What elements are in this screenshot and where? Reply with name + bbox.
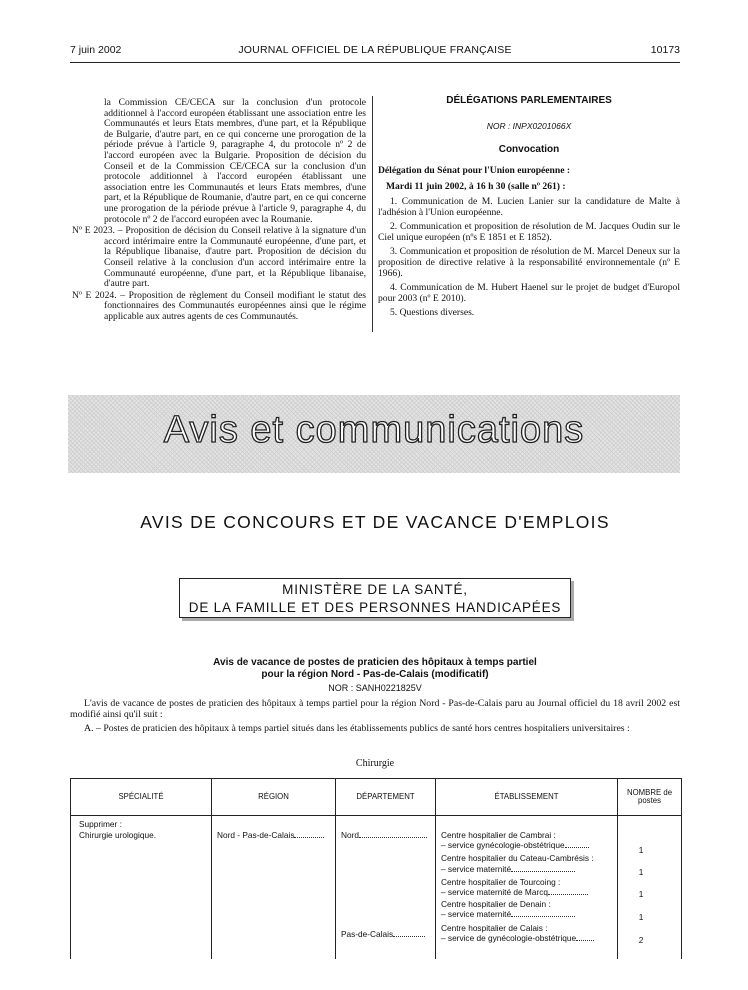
agenda-item: 5. Questions diverses.: [390, 307, 475, 319]
etablissement-name: Centre hospitalier de Tourcoing :: [441, 877, 561, 887]
entry-e2024: Nº E 2024. – Proposition de règlement du Conseil modifiant le statut des fonctionnaires des Communautés européennes ainsi que le régime applicable aux autres agents de ces Communautés.: [72, 289, 366, 322]
delegations-nor: NOR : INPX0201066X: [486, 120, 572, 131]
ministry-box: [179, 578, 571, 618]
header-rule: [70, 62, 680, 63]
notice-title: [70, 657, 680, 680]
etablissement-service: – service maternité: [441, 865, 575, 875]
header-etablissement: ÉTABLISSEMENT: [494, 791, 559, 801]
postes-count: 1: [638, 912, 644, 922]
meeting-date: Mardi 11 juin 2002, à 16 h 30 (salle nº 261) :: [386, 181, 566, 193]
header-departement: DÉPARTEMENT: [356, 791, 415, 801]
etablissement-service: – service maternité de Marcq: [441, 888, 588, 898]
notice-paragraph-1: L'avis de vacance de postes de praticien des hôpitaux à temps partiel pour la région Nord - Pas-de-Calais paru au Journal officiel du 18 avril 2002 est modifié ainsi qu'il suit :: [70, 698, 680, 720]
notice-paragraph-2: A. – Postes de praticien des hôpitaux à temps partiel situés dans les établissements publics de santé hors centres hospitaliers universitaires :: [84, 723, 630, 734]
header-region: RÉGION: [258, 791, 289, 801]
delegation-name: Délégation du Sénat pour l'Union européenne :: [378, 164, 571, 176]
postes-count: 2: [638, 935, 644, 945]
etablissement-name: Centre hospitalier de Denain :: [441, 899, 551, 909]
header-date: 7 juin 2002: [70, 44, 122, 56]
etablissement-service: – service de gynécologie-obstétrique: [441, 934, 594, 944]
convocation-heading: Convocation: [498, 144, 560, 156]
ministry-line-1: MINISTÈRE DE LA SANTÉ,: [282, 582, 468, 597]
postes-count: 1: [638, 889, 644, 899]
notice-nor: NOR : SANH0221825V: [328, 683, 422, 693]
banner-title: Avis et communications: [163, 409, 585, 451]
continuation-text: la Commission CE/CECA sur la conclusion d'un protocole additionnel à l'accord européen établissant une association entre les Communautés et leurs Etats membres, d'une part, et la République de Bulgarie, d'autre part, en ce qui concerne une prorogation de la période prévue à l'article 9, paragraphe 4, du protocole nº 2 de l'accord européen avec la Bulgarie. Proposition de décision du Conseil et de la Commission CE/CECA sur la conclusion d'un protocole additionnel à l'accord européen établissant une association entre les Communautés et leurs Etats membres, d'une part, et la République de Roumanie, d'autre part, en ce qui concerne une prorogation de la période prévue à l'article 9, paragraphe 4, du protocole nº 2 de l'accord européen avec la Roumanie.: [104, 97, 366, 225]
cell-specialite-line-1: Supprimer :: [79, 819, 122, 829]
etablissement-service: – service maternité: [441, 910, 575, 920]
departement-text: Nord: [341, 830, 359, 840]
entry-e2023: Nº E 2023. – Proposition de décision du Conseil relative à la signature d'un accord intérimaire entre la Communauté européenne, d'une part, et la République libanaise, d'autre part. Proposition de décision du Conseil relative à la conclusion d'un accord intérimaire entre la Communauté européenne, d'une part, et la République libanaise, d'autre part.: [72, 225, 366, 290]
agenda-item: 4. Communication de M. Hubert Haenel sur le projet de budget d'Europol pour 2003 (nº E 2010).: [378, 282, 680, 304]
ministry-line-2: DE LA FAMILLE ET DES PERSONNES HANDICAPÉES: [188, 600, 562, 615]
notice-title-line-2: pour la région Nord - Pas-de-Calais (modificatif): [261, 668, 489, 680]
section-banner: [68, 395, 680, 473]
table-header-rule: [71, 815, 681, 816]
etablissement-service: – service gynécologie-obstétrique: [441, 841, 589, 851]
table-subheading: Chirurgie: [355, 758, 395, 769]
header-nombre: NOMBRE de postes: [626, 787, 673, 805]
page-number: 10173: [650, 44, 680, 56]
region-text: Nord - Pas-de-Calais: [217, 830, 295, 840]
cell-departement-pas-de-calais: [341, 930, 425, 940]
column-divider: [372, 96, 373, 332]
etablissement-name: Centre hospitalier du Cateau-Cambrésis :: [441, 853, 594, 863]
postes-count: 1: [638, 867, 644, 877]
header-specialite: SPÉCIALITÉ: [118, 791, 164, 801]
leader-dots: [393, 930, 425, 937]
notice-title-line-1: Avis de vacance de postes de praticien des hôpitaux à temps partiel: [213, 657, 537, 668]
etablissement-name: Centre hospitalier de Cambrai :: [441, 830, 556, 840]
postes-count: 1: [638, 845, 644, 855]
postes-table: [70, 778, 682, 959]
leader-dots: [294, 831, 324, 838]
right-column: [378, 96, 680, 319]
agenda-item: 3. Communication et proposition de résolution de M. Marcel Deneux sur la proposition de directive relative à la responsabilité environnementale (nº E 1966).: [378, 246, 680, 279]
left-column: [72, 98, 366, 323]
section-title: AVIS DE CONCOURS ET DE VACANCE D'EMPLOIS: [140, 512, 610, 532]
cell-region: [217, 831, 324, 841]
departement-text: Pas-de-Calais: [341, 929, 394, 939]
cell-specialite-line-2: Chirurgie urologique.: [79, 830, 157, 840]
etablissement-name: Centre hospitalier de Calais :: [441, 923, 548, 933]
page-header: [70, 44, 680, 60]
journal-title: JOURNAL OFFICIEL DE LA RÉPUBLIQUE FRANÇAISE: [238, 44, 512, 56]
delegations-heading: DÉLÉGATIONS PARLEMENTAIRES: [446, 95, 612, 106]
leader-dots: [359, 831, 427, 838]
agenda-item: 2. Communication et proposition de résolution de M. Jacques Oudin sur le Ciel unique européen (nºs E 1851 et E 1852).: [378, 221, 680, 243]
cell-departement-nord: [341, 831, 427, 841]
agenda-item: 1. Communication de M. Lucien Lanier sur la candidature de Malte à l'adhésion à l'Union européenne.: [378, 195, 680, 218]
